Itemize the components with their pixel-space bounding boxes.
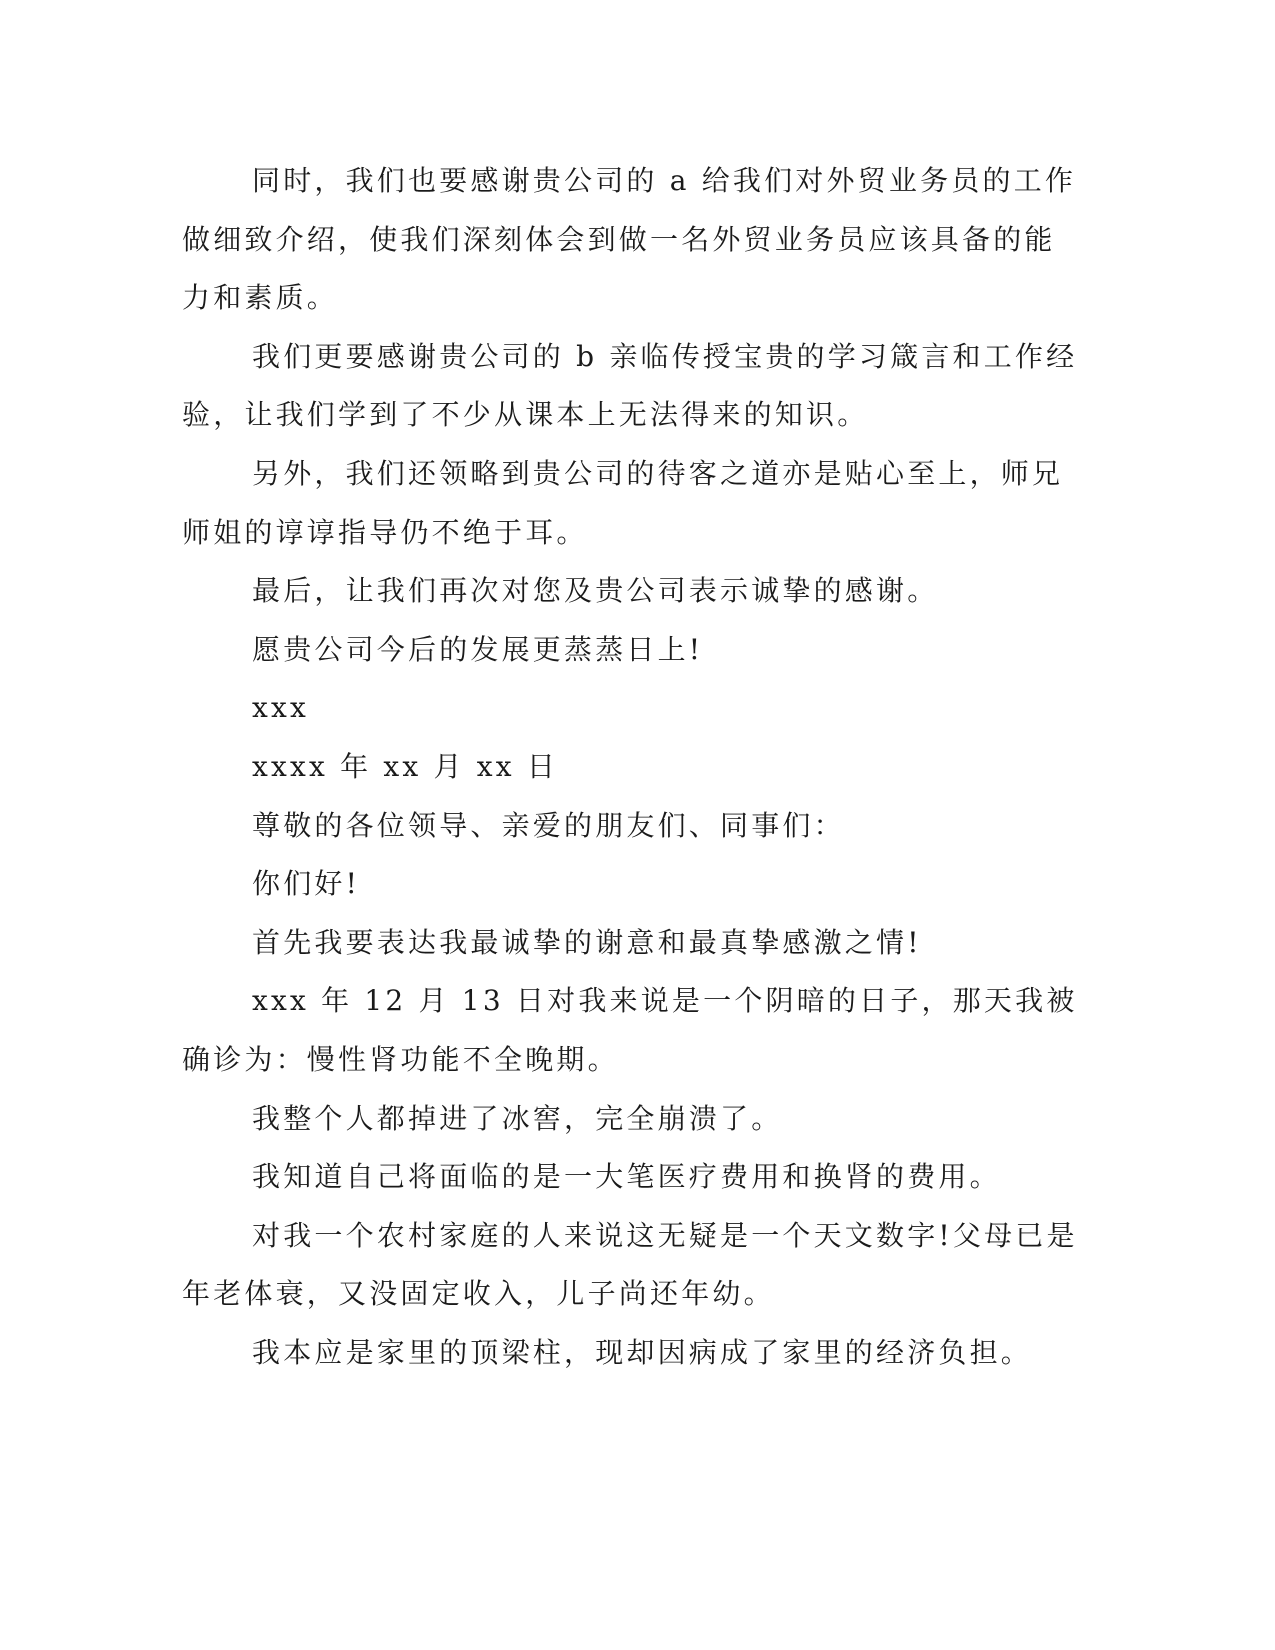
paragraph-thanks-a: 同时，我们也要感谢贵公司的 a 给我们对外贸业务员的工作做细致介绍，使我们深刻体会到做一名外贸业务员应该具备的能力和素质。 [182, 164, 1077, 315]
paragraph-hospitality: 另外，我们还领略到贵公司的待客之道亦是贴心至上，师兄师姐的谆谆指导仍不绝于耳。 [182, 456, 1064, 549]
paragraph-family: 对我一个农村家庭的人来说这无疑是一个天文数字!父母已是年老体衰，又没固定收入，儿子尚还年幼。 [182, 1218, 1078, 1311]
signature-date: xxxx 年 xx 月 xx 日 [252, 749, 559, 783]
salutation: 尊敬的各位领导、亲爱的朋友们、同事们： [252, 808, 845, 842]
document-body [182, 152, 1082, 1382]
paragraph-gratitude: 首先我要表达我最诚挚的谢意和最真挚感激之情! [252, 925, 922, 959]
paragraph-diagnosis: xxx 年 12 月 13 日对我来说是一个阴暗的日子，那天我被确诊为：慢性肾功能不全晚期。 [182, 984, 1078, 1076]
paragraph-collapse: 我整个人都掉进了冰窖，完全崩溃了。 [252, 1101, 783, 1135]
paragraph-costs: 我知道自己将面临的是一大笔医疗费用和换肾的费用。 [252, 1160, 1001, 1194]
signature-name: xxx [252, 691, 309, 725]
paragraph-wishes: 愿贵公司今后的发展更蒸蒸日上! [252, 632, 704, 666]
paragraph-final-thanks: 最后，让我们再次对您及贵公司表示诚挚的感谢。 [252, 574, 939, 608]
greeting: 你们好! [252, 867, 361, 901]
paragraph-burden: 我本应是家里的顶梁柱，现却因病成了家里的经济负担。 [252, 1335, 1033, 1369]
paragraph-thanks-b: 我们更要感谢贵公司的 b 亲临传授宝贵的学习箴言和工作经验，让我们学到了不少从课本上无法得来的知识。 [182, 339, 1078, 432]
